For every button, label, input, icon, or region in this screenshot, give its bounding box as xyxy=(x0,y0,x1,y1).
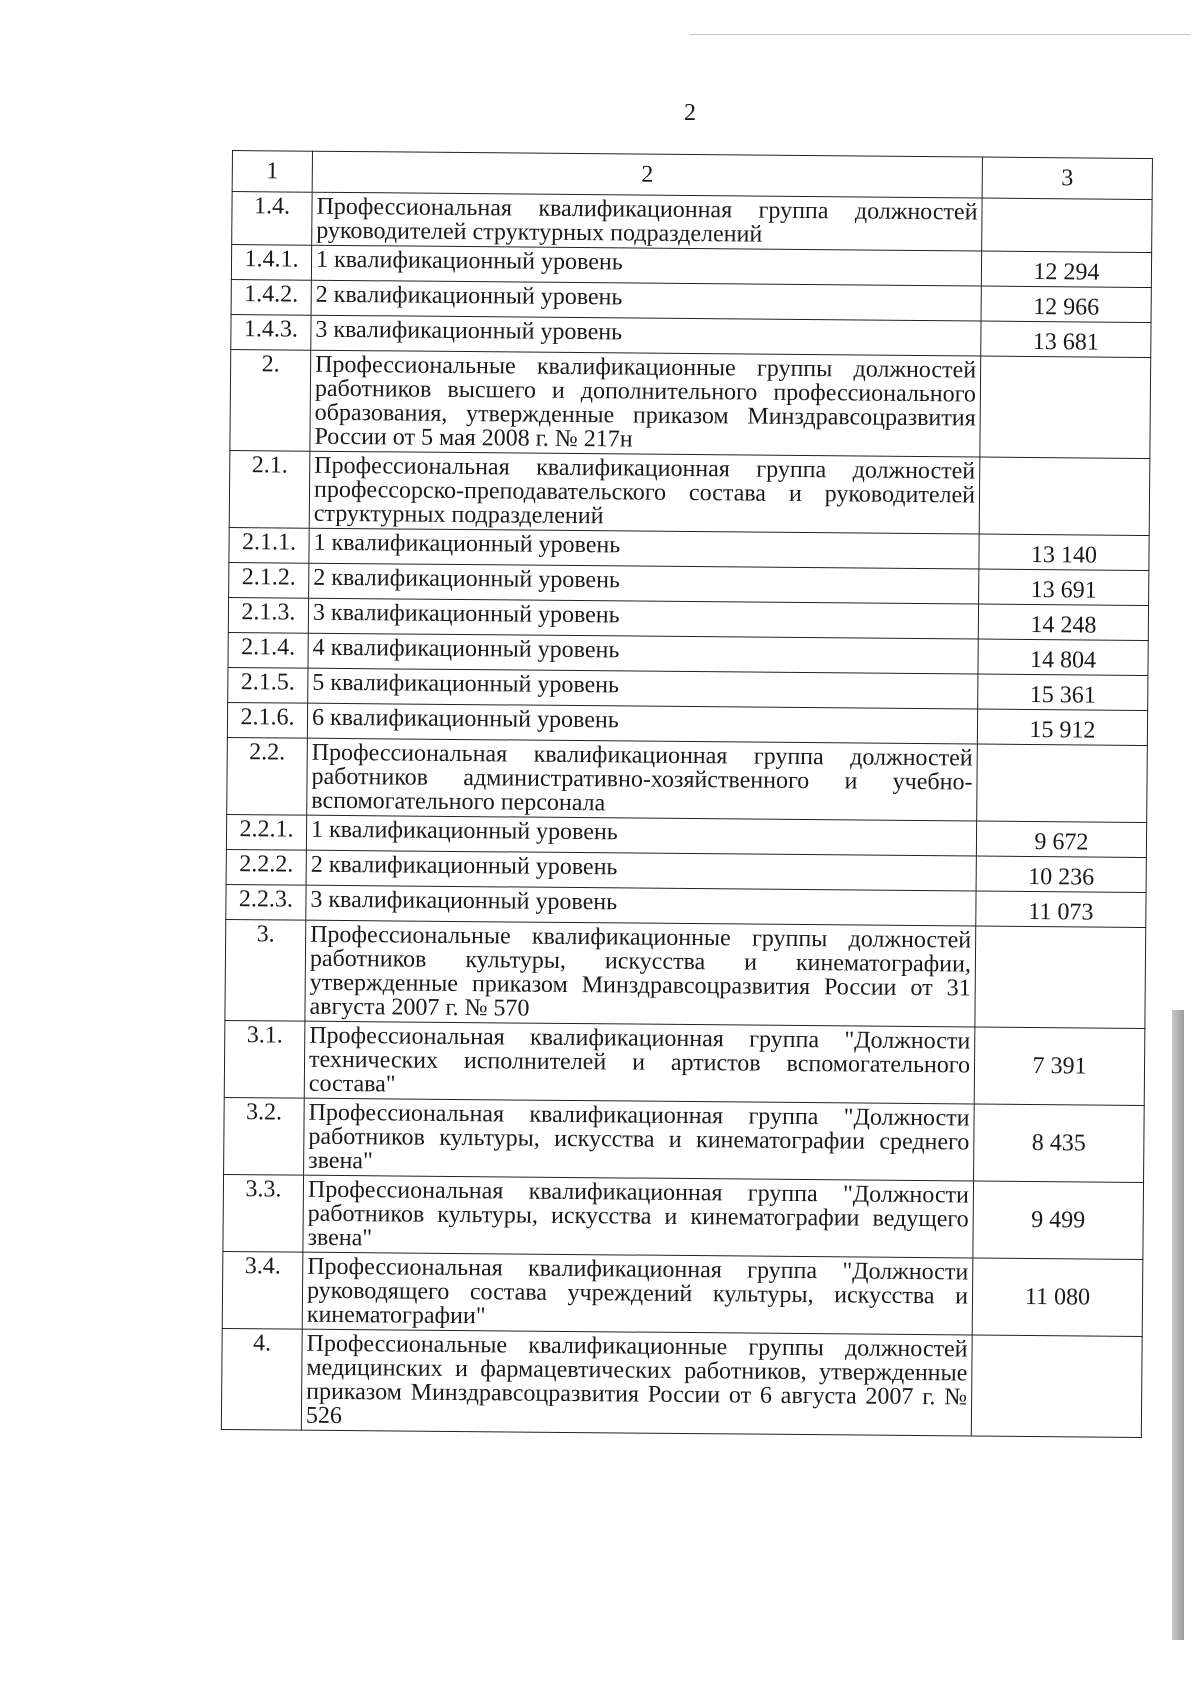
row-value-cell: 11 073 xyxy=(976,891,1146,927)
row-number-cell: 2. xyxy=(230,349,311,451)
table-row xyxy=(224,1020,1145,1105)
row-value-cell: 7 391 xyxy=(974,1027,1145,1105)
row-number-cell: 1.4. xyxy=(232,192,312,246)
row-number-cell: 1.4.3. xyxy=(231,314,311,350)
page-number: 2 xyxy=(684,100,696,126)
row-name-cell: 6 квалификационный уровень xyxy=(307,703,977,744)
row-number-cell: 2.2.3. xyxy=(226,884,306,920)
row-value-cell: 11 080 xyxy=(972,1258,1143,1336)
salary-table xyxy=(221,150,1153,1438)
table-row xyxy=(232,192,1152,253)
table-row xyxy=(225,919,1146,1028)
header-cell-name: 2 xyxy=(312,151,982,198)
row-name-cell: Профессиональная квалификационная группа "Должности технических исполнителей и артистов вспомогательного состава" xyxy=(304,1021,975,1104)
header-cell-number: 1 xyxy=(232,151,312,193)
row-number-cell: 2.1.6. xyxy=(227,702,307,738)
row-name-cell: 2 квалификационный уровень xyxy=(311,280,981,321)
table-row xyxy=(229,450,1150,535)
scan-artifact-line xyxy=(690,34,1190,35)
row-number-cell: 2.2.2. xyxy=(226,849,306,885)
row-number-cell: 4. xyxy=(221,1328,302,1430)
row-value-cell xyxy=(982,198,1152,252)
row-number-cell: 1.4.1. xyxy=(231,245,311,281)
row-number-cell: 2.1.4. xyxy=(228,632,308,668)
header-cell-value: 3 xyxy=(982,157,1152,199)
row-number-cell: 1.4.2. xyxy=(231,279,311,315)
row-name-cell: Профессиональные квалификационные группы должностей медицинских и фармацевтических работников, утвержденные приказом Минздравсоцразвития России от 6 августа 2007 г. № 526 xyxy=(301,1329,972,1436)
row-name-cell: Профессиональная квалификационная группа "Должности руководящего состава учреждений культуры, искусства и кинематографии" xyxy=(302,1252,973,1335)
row-number-cell: 2.1.3. xyxy=(228,597,308,633)
row-number-cell: 3.3. xyxy=(223,1174,304,1252)
row-value-cell: 14 804 xyxy=(978,639,1148,675)
row-value-cell: 10 236 xyxy=(976,856,1146,892)
table-row xyxy=(227,737,1148,822)
row-value-cell: 14 248 xyxy=(978,604,1148,640)
scan-artifact-edge xyxy=(1172,1010,1184,1640)
row-value-cell: 13 681 xyxy=(981,321,1151,357)
row-value-cell: 13 691 xyxy=(979,569,1149,605)
row-value-cell xyxy=(979,457,1150,535)
row-name-cell: Профессиональная квалификационная группа должностей профессорско-преподавательского состава и руководителей структурных подразделений xyxy=(309,451,980,534)
row-name-cell: 1 квалификационный уровень xyxy=(311,245,981,286)
row-name-cell: 1 квалификационный уровень xyxy=(306,815,976,856)
row-value-cell xyxy=(977,744,1148,822)
row-name-cell: Профессиональная квалификационная группа "Должности работников культуры, искусства и кинематографии ведущего звена" xyxy=(303,1175,974,1258)
row-name-cell: Профессиональные квалификационные группы должностей работников культуры, искусства и кинематографии, утвержденные приказом Минздравсоцразвития России от 31 августа 2007 г. № 570 xyxy=(305,920,976,1027)
row-value-cell xyxy=(975,926,1146,1028)
row-name-cell: 3 квалификационный уровень xyxy=(308,598,978,639)
table-row xyxy=(222,1251,1143,1336)
row-value-cell: 12 294 xyxy=(981,251,1151,287)
row-number-cell: 3.1. xyxy=(224,1020,305,1098)
row-value-cell: 9 672 xyxy=(976,821,1146,857)
row-number-cell: 2.1.1. xyxy=(229,527,309,563)
row-number-cell: 2.1. xyxy=(229,450,310,528)
row-name-cell: Профессиональная квалификационная группа должностей работников административно-хозяйственного и учебно-вспомогательного персонала xyxy=(307,738,978,821)
row-number-cell: 2.1.2. xyxy=(229,562,309,598)
row-value-cell: 13 140 xyxy=(979,534,1149,570)
row-value-cell xyxy=(980,356,1151,458)
row-value-cell: 8 435 xyxy=(974,1104,1145,1182)
row-value-cell xyxy=(971,1335,1142,1437)
row-value-cell: 15 361 xyxy=(978,674,1148,710)
row-name-cell: Профессиональная квалификационная группа "Должности работников культуры, искусства и кинематографии среднего звена" xyxy=(304,1098,975,1181)
row-number-cell: 3. xyxy=(225,919,306,1021)
row-number-cell: 3.2. xyxy=(224,1097,305,1175)
table-row xyxy=(221,1328,1142,1437)
row-name-cell: 2 квалификационный уровень xyxy=(309,563,979,604)
row-name-cell: 5 квалификационный уровень xyxy=(308,668,978,709)
table-row xyxy=(230,349,1151,458)
row-name-cell: Профессиональная квалификационная группа должностей руководителей структурных подразделений xyxy=(312,192,982,251)
row-value-cell: 9 499 xyxy=(973,1181,1144,1259)
row-name-cell: Профессиональные квалификационные группы должностей работников высшего и дополнительного профессионального образования, утвержденные приказом Минздравсоцразвития России от 5 мая 2008 г. № 217н xyxy=(310,350,981,457)
row-number-cell: 2.2. xyxy=(227,737,308,815)
table-row xyxy=(223,1174,1144,1259)
row-name-cell: 2 квалификационный уровень xyxy=(306,850,976,891)
table-row xyxy=(224,1097,1145,1182)
salary-table-container xyxy=(221,150,1152,1438)
row-name-cell: 3 квалификационный уровень xyxy=(306,885,976,926)
row-value-cell: 15 912 xyxy=(977,709,1147,745)
row-number-cell: 2.1.5. xyxy=(228,667,308,703)
row-name-cell: 3 квалификационный уровень xyxy=(311,315,981,356)
row-value-cell: 12 966 xyxy=(981,286,1151,322)
row-name-cell: 1 квалификационный уровень xyxy=(309,528,979,569)
row-name-cell: 4 квалификационный уровень xyxy=(308,633,978,674)
row-number-cell: 3.4. xyxy=(222,1251,303,1329)
row-number-cell: 2.2.1. xyxy=(226,814,306,850)
